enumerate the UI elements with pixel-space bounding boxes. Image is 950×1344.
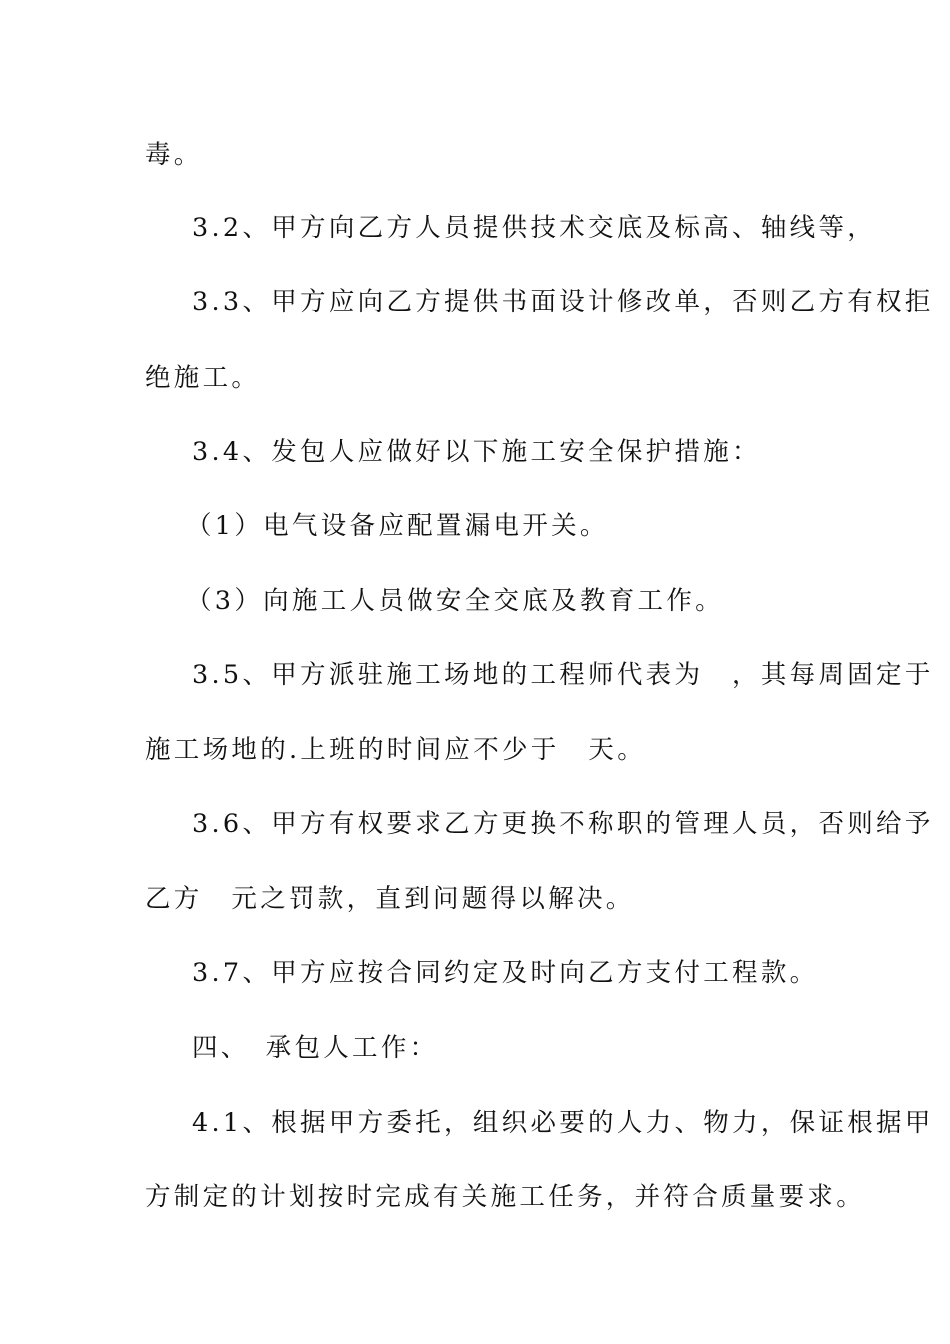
clause-3-2: 3.2、甲方向乙方人员提供技术交底及标高、轴线等， [192,213,877,243]
clause-3-7: 3.7、甲方应按合同约定及时向乙方支付工程款。 [192,958,819,988]
section-4-heading: 四、 承包人工作： [192,1033,439,1063]
text-line-1: 毒。 [145,140,203,170]
clause-4-1-continued: 方制定的计划按时完成有关施工任务，并符合质量要求。 [145,1182,866,1212]
clause-3-4-item-3: （3）向施工人员做安全交底及教育工作。 [186,586,724,616]
clause-3-3: 3.3、甲方应向乙方提供书面设计修改单，否则乙方有权拒 [192,287,934,317]
clause-3-6: 3.6、甲方有权要求乙方更换不称职的管理人员，否则给予 [192,809,934,839]
clause-4-1: 4.1、根据甲方委托，组织必要的人力、物力，保证根据甲 [192,1108,934,1138]
clause-3-6-continued: 乙方 元之罚款，直到问题得以解决。 [145,884,635,914]
clause-3-5: 3.5、甲方派驻施工场地的工程师代表为 ，其每周固定于 [192,660,934,690]
clause-3-3-continued: 绝施工。 [145,363,261,393]
clause-3-5-continued: 施工场地的.上班的时间应不少于 天。 [145,735,647,765]
clause-3-4-item-1: （1）电气设备应配置漏电开关。 [186,511,609,541]
clause-3-4: 3.4、发包人应做好以下施工安全保护措施： [192,437,761,467]
